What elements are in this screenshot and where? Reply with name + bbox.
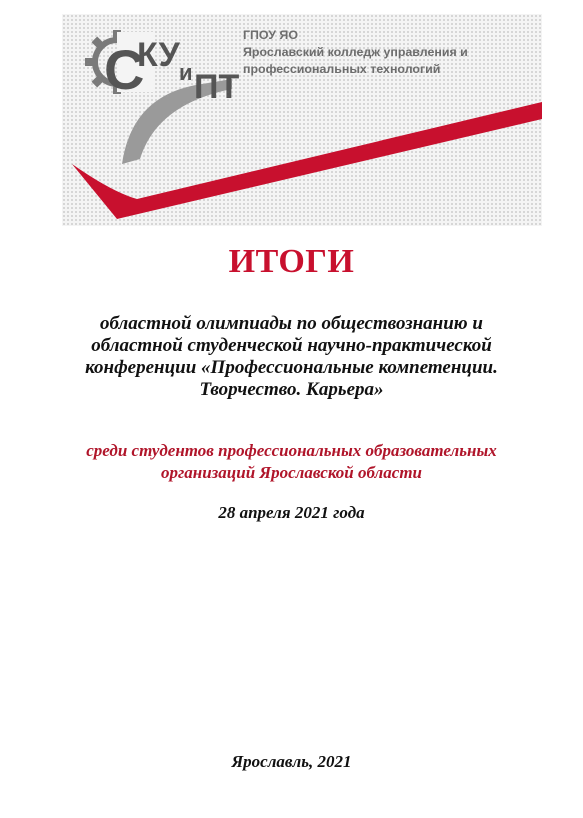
event-description-line: конференции «Профессиональные компетенции. xyxy=(85,357,498,378)
org-full-name-line: профессиональных технологий xyxy=(243,62,441,76)
document-title: ИТОГИ xyxy=(228,243,355,280)
participants-line: организаций Ярославской области xyxy=(161,463,422,482)
logo-letter-i: и xyxy=(179,60,193,85)
org-full-name-line: Ярославский колледж управления и xyxy=(243,45,468,59)
logo-letter-s: С xyxy=(104,38,145,101)
participants-line: среди студентов профессиональных образовательных xyxy=(86,441,497,460)
org-short-name: ГПОУ ЯО xyxy=(243,28,298,42)
event-description-line: областной студенческой научно-практической xyxy=(91,335,492,356)
event-description xyxy=(50,313,533,401)
org-name-block xyxy=(243,27,543,78)
participants-description xyxy=(50,440,533,484)
event-date: 28 апреля 2021 года xyxy=(218,503,365,522)
logo-letters-ku: КУ xyxy=(137,36,180,74)
logo-letters-pt: ПТ xyxy=(194,68,240,106)
event-description-line: Творчество. Карьера» xyxy=(199,379,384,400)
event-description-line: областной олимпиады по обществознанию и xyxy=(100,313,483,334)
footer-place-year: Ярославль, 2021 xyxy=(231,752,352,771)
